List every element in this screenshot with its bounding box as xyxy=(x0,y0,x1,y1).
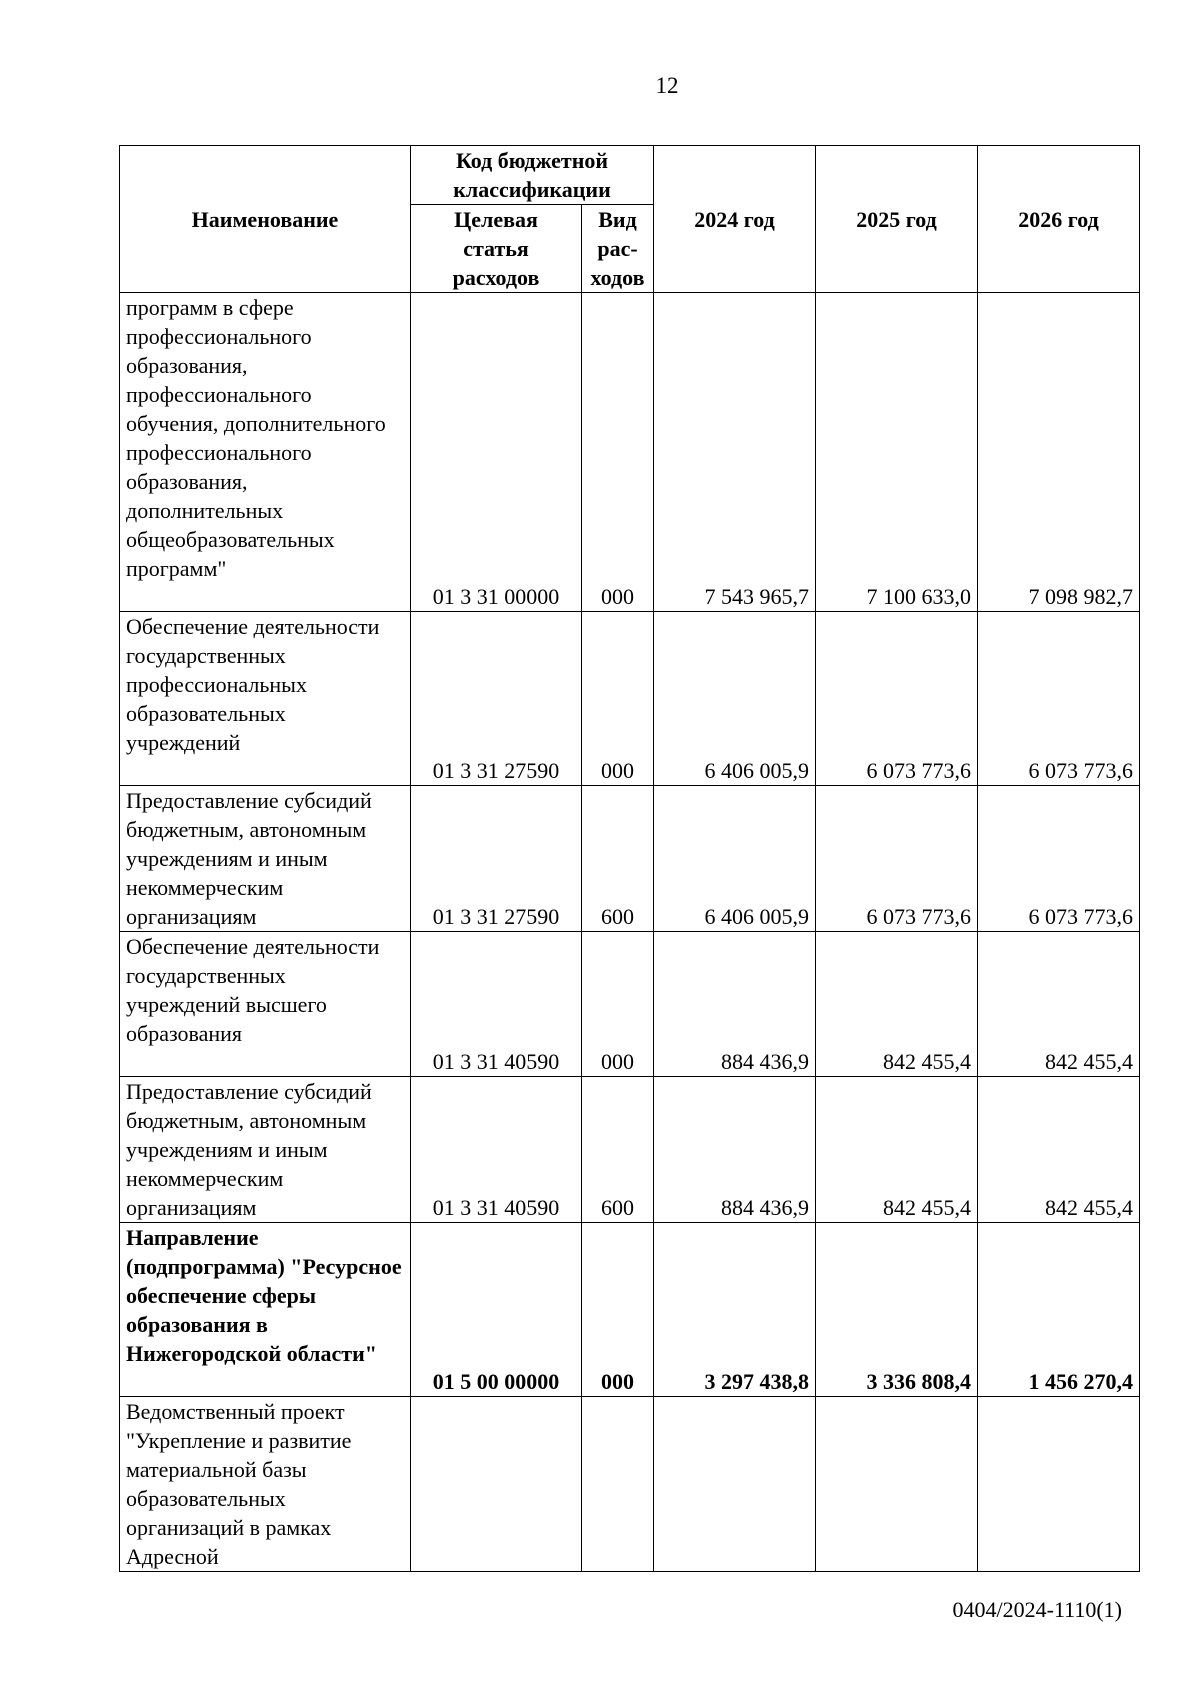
row-type: 000 xyxy=(582,932,654,1077)
header-2024: 2024 год xyxy=(654,146,816,293)
row-name: Предоставление субсидий бюджетным, автономным учреждениям и иным некоммерческим организациям xyxy=(120,1077,411,1223)
row-2026: 6 073 773,6 xyxy=(978,612,1140,786)
table-row xyxy=(120,1397,1140,1572)
row-code: 01 3 31 40590 xyxy=(411,932,582,1077)
header-type: Вид рас-ходов xyxy=(582,205,654,293)
row-code: 01 3 31 27590 xyxy=(411,612,582,786)
header-2026: 2026 год xyxy=(978,146,1140,293)
row-2024: 6 406 005,9 xyxy=(654,612,816,786)
table-row xyxy=(120,786,1140,932)
row-2024: 3 297 438,8 xyxy=(654,1223,816,1397)
budget-table xyxy=(119,145,1140,1572)
table-header xyxy=(120,146,1140,293)
row-2026: 6 073 773,6 xyxy=(978,786,1140,932)
row-2025: 3 336 808,4 xyxy=(816,1223,978,1397)
row-type: 000 xyxy=(582,1223,654,1397)
row-type: 000 xyxy=(582,293,654,612)
row-2025: 7 100 633,0 xyxy=(816,293,978,612)
table-row-subprogram xyxy=(120,1223,1140,1397)
row-2024: 7 543 965,7 xyxy=(654,293,816,612)
row-2025: 842 455,4 xyxy=(816,932,978,1077)
row-2026: 842 455,4 xyxy=(978,932,1140,1077)
document-id: 0404/2024-1110(1) xyxy=(952,1597,1122,1622)
row-name: Ведомственный проект "Укрепление и развитие материальной базы образовательных организаций в рамках Адресной xyxy=(120,1397,411,1572)
header-2025: 2025 год xyxy=(816,146,978,293)
row-2024: 884 436,9 xyxy=(654,932,816,1077)
row-2025: 842 455,4 xyxy=(816,1077,978,1223)
header-code-group: Код бюджетной классификации xyxy=(411,146,654,205)
row-name: Предоставление субсидий бюджетным, автономным учреждениям и иным некоммерческим организациям xyxy=(120,786,411,932)
row-2026: 842 455,4 xyxy=(978,1077,1140,1223)
row-2025 xyxy=(816,1397,978,1572)
row-2025: 6 073 773,6 xyxy=(816,786,978,932)
row-code: 01 3 31 00000 xyxy=(411,293,582,612)
header-target: Целевая статья расходов xyxy=(411,205,582,293)
row-name: программ в сфере профессионального образования, профессионального обучения, дополнительного профессионального образования, дополнительных общеобразовательных программ" xyxy=(120,293,411,612)
row-code: 01 3 31 40590 xyxy=(411,1077,582,1223)
row-2026 xyxy=(978,1397,1140,1572)
page-number: 12 xyxy=(655,73,679,98)
table-row xyxy=(120,932,1140,1077)
row-code: 01 3 31 27590 xyxy=(411,786,582,932)
row-2024: 884 436,9 xyxy=(654,1077,816,1223)
header-name: Наименование xyxy=(120,146,411,293)
table-row xyxy=(120,293,1140,612)
row-2025: 6 073 773,6 xyxy=(816,612,978,786)
table-row xyxy=(120,1077,1140,1223)
row-type: 000 xyxy=(582,612,654,786)
row-2026: 1 456 270,4 xyxy=(978,1223,1140,1397)
row-type: 600 xyxy=(582,786,654,932)
row-2024 xyxy=(654,1397,816,1572)
table-row xyxy=(120,612,1140,786)
row-name: Обеспечение деятельности государственных учреждений высшего образования xyxy=(120,932,411,1077)
row-2024: 6 406 005,9 xyxy=(654,786,816,932)
row-2026: 7 098 982,7 xyxy=(978,293,1140,612)
row-code: 01 5 00 00000 xyxy=(411,1223,582,1397)
row-name: Направление (подпрограмма) "Ресурсное обеспечение сферы образования в Нижегородской области" xyxy=(120,1223,411,1397)
row-code xyxy=(411,1397,582,1572)
row-type xyxy=(582,1397,654,1572)
row-name: Обеспечение деятельности государственных профессиональных образовательных учреждений xyxy=(120,612,411,786)
row-type: 600 xyxy=(582,1077,654,1223)
